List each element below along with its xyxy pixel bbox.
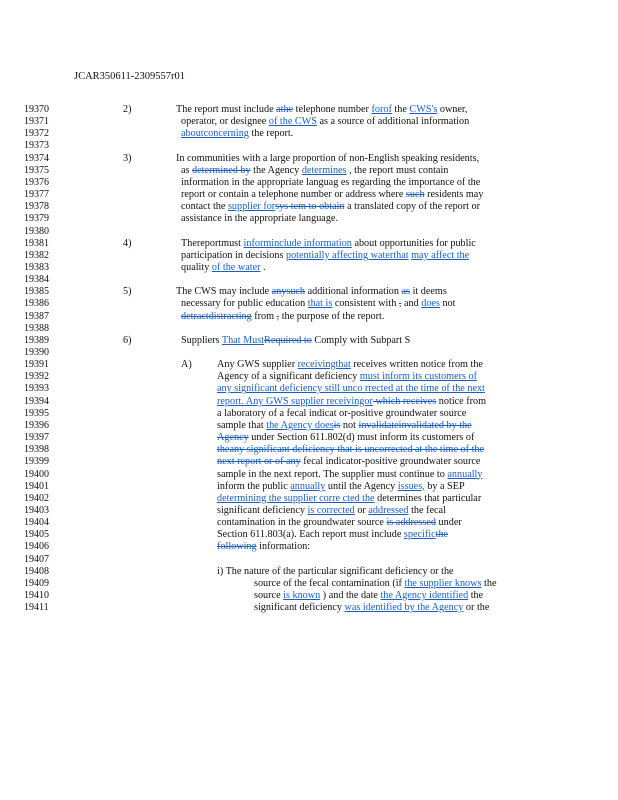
- inserted-text: of the CWS: [268, 116, 317, 128]
- line-number: 19404: [24, 517, 49, 529]
- line-text: [181, 298, 455, 310]
- text-run: contamination in the groundwater source: [217, 517, 387, 529]
- text-run: significant deficiency: [254, 602, 345, 614]
- deleted-text: ,: [398, 298, 402, 310]
- document-id: JCAR350611-2309557r01: [74, 71, 186, 82]
- line-number: 19392: [24, 371, 49, 383]
- inserted-text: aboutconcerning: [181, 128, 249, 140]
- document-line: [24, 250, 614, 262]
- text-run: not: [340, 419, 359, 431]
- document-line: [24, 286, 614, 298]
- line-text: [217, 444, 484, 456]
- text-run: and: [401, 298, 422, 310]
- text-run: from: [251, 310, 277, 322]
- line-number: 19391: [24, 359, 49, 371]
- text-run: the: [481, 577, 497, 589]
- line-number: 19400: [24, 468, 49, 480]
- inserted-text: addressed: [368, 504, 409, 516]
- document-line: [24, 165, 614, 177]
- text-run: as a source of additional information: [316, 116, 470, 128]
- line-text: [217, 541, 310, 553]
- text-run: not: [439, 298, 456, 310]
- text-run: significant deficiency: [217, 504, 308, 516]
- text-run: notice from: [436, 395, 487, 407]
- inserted-text: must inform its customers of: [359, 371, 478, 383]
- deleted-text: anysuch: [271, 286, 306, 298]
- text-run: Section 611.803(a). Each report must include: [217, 529, 404, 541]
- text-run: the: [468, 590, 484, 601]
- inserted-text: that is: [307, 298, 333, 310]
- inserted-text: the supplier knows: [404, 577, 482, 589]
- line-text: [181, 213, 338, 225]
- line-number: 19382: [24, 249, 49, 261]
- line-text: [181, 189, 483, 201]
- inserted-text: receivingthat: [297, 359, 351, 371]
- line-number: 19406: [24, 541, 49, 553]
- text-run: quality: [181, 261, 212, 273]
- text-run: inform the public: [217, 480, 291, 492]
- text-run: by a SEP: [424, 480, 465, 492]
- text-run: until the Agency: [325, 480, 398, 492]
- document-line: [24, 541, 614, 553]
- inserted-text: forof: [371, 104, 392, 115]
- text-run: or: [354, 504, 369, 516]
- text-run: source: [254, 590, 284, 601]
- document-line: [24, 323, 614, 335]
- inserted-text: of the water: [211, 261, 261, 273]
- text-run: the purpose of the report.: [279, 310, 385, 322]
- document-line: [24, 432, 614, 444]
- text-run: consistent with: [332, 298, 399, 310]
- line-text: [176, 286, 447, 298]
- text-run: Suppliers: [181, 334, 222, 346]
- inserted-text: potentially affecting waterthat: [285, 249, 409, 261]
- line-text: [181, 262, 266, 274]
- line-number: 19407: [24, 553, 49, 565]
- line-text: [181, 128, 293, 140]
- deleted-text: detractdistracting: [181, 310, 252, 322]
- deleted-text: invalidateinvalidated by the: [358, 419, 472, 431]
- document-line: [24, 469, 614, 481]
- text-run: the: [391, 104, 410, 115]
- text-run: ) and the date: [320, 590, 381, 601]
- text-run: the report.: [248, 128, 294, 140]
- inserted-text: is corrected: [307, 504, 355, 516]
- deleted-text: is: [333, 419, 341, 431]
- text-run: , the report must contain: [346, 164, 449, 176]
- line-number: 19390: [24, 347, 49, 358]
- item-marker: 6): [123, 334, 132, 346]
- deleted-text: determined by: [192, 164, 251, 176]
- inserted-text: specific: [403, 529, 436, 541]
- deleted-text: following: [217, 541, 257, 553]
- text-run: under: [435, 517, 462, 529]
- line-number: 19397: [24, 432, 49, 444]
- line-number: 19378: [24, 201, 49, 213]
- line-number: 19384: [24, 274, 49, 286]
- line-number: 19375: [24, 164, 49, 176]
- line-number: 19399: [24, 456, 49, 468]
- line-number: 19396: [24, 419, 49, 431]
- line-text: [176, 153, 479, 165]
- line-number: 19380: [24, 225, 49, 237]
- line-number: 19379: [24, 213, 49, 225]
- line-number: 19388: [24, 322, 49, 334]
- line-text: [254, 602, 489, 614]
- line-number: 19381: [24, 237, 49, 249]
- inserted-text: issues,: [397, 480, 425, 492]
- line-text: [217, 456, 480, 468]
- text-run: the Agency: [250, 164, 302, 176]
- item-marker: 3): [123, 152, 132, 164]
- text-run: Any GWS supplier: [217, 359, 298, 371]
- text-run: report or contain a telephone number or address where: [181, 189, 406, 201]
- document-line: [24, 140, 614, 152]
- text-run: necessary for public education: [181, 298, 308, 310]
- text-run: a translated copy of the report or: [344, 201, 481, 213]
- document-line: [24, 347, 614, 359]
- deleted-text: sys tem to obtain: [275, 201, 345, 213]
- text-run: Thereportmust: [181, 237, 244, 249]
- line-text: [217, 505, 446, 517]
- text-run: Agency of a significant deficiency: [217, 371, 360, 383]
- inserted-text: report. Any GWS supplier receivingor: [217, 395, 373, 407]
- document-line: [24, 383, 614, 395]
- deleted-text: Required to: [264, 334, 312, 346]
- text-run: source of the fecal contamination (if: [254, 577, 405, 589]
- inserted-text: may affect the: [411, 249, 470, 261]
- document-line: [24, 517, 614, 529]
- deleted-text: is addressed: [386, 517, 436, 529]
- document-line: [24, 493, 614, 505]
- line-number: 19374: [24, 152, 49, 164]
- deleted-text: Agency: [217, 432, 249, 444]
- deleted-text: ,: [276, 310, 280, 322]
- line-text: [217, 529, 448, 541]
- document-line: [24, 104, 614, 116]
- document-line: [24, 408, 614, 420]
- deleted-text: which receives: [372, 395, 437, 407]
- text-run: written notice from the: [386, 359, 483, 371]
- line-number: 19393: [24, 383, 49, 395]
- text-run: sample that: [217, 419, 267, 431]
- text-run: owner,: [437, 104, 468, 115]
- line-text: [217, 420, 472, 432]
- inserted-text: the Agency identified: [380, 590, 469, 601]
- inserted-text: That Must: [221, 334, 265, 346]
- document-line: [24, 189, 614, 201]
- text-run: Comply with Subpart S: [311, 334, 411, 346]
- text-run: residents may: [424, 189, 484, 201]
- text-run: sample in the next report. The supplier must continue to: [217, 468, 448, 480]
- line-number: 19411: [24, 602, 49, 614]
- document-line: [24, 359, 614, 371]
- line-text: [217, 481, 465, 493]
- document-line: [24, 213, 614, 225]
- text-run: or the: [463, 602, 490, 614]
- line-number: 19394: [24, 395, 49, 407]
- line-number: 19395: [24, 407, 49, 419]
- inserted-text: does: [421, 298, 440, 310]
- text-run: receives: [350, 359, 387, 371]
- document-line: [24, 238, 614, 250]
- deleted-text: next report or of any: [217, 456, 301, 468]
- deleted-text: athe: [276, 104, 294, 115]
- text-run: In communities with a large proportion of non-English speaking residents,: [176, 152, 480, 164]
- inserted-text: informinclude information: [243, 237, 352, 249]
- item-marker: 5): [123, 286, 132, 298]
- line-text: [217, 566, 454, 578]
- document-line: [24, 298, 614, 310]
- document-line: [24, 153, 614, 165]
- text-run: The CWS may include: [176, 286, 272, 298]
- line-number: 19402: [24, 492, 49, 504]
- inserted-text: determining the supplier corre cted the: [217, 492, 375, 504]
- line-text: [254, 578, 496, 590]
- line-text: [217, 359, 483, 371]
- document-line: [24, 371, 614, 383]
- text-run: a laboratory of a fecal indicat or-positive groundwater source: [217, 407, 467, 419]
- line-number: 19370: [24, 104, 49, 115]
- text-run: .: [260, 261, 266, 273]
- line-number: 19409: [24, 577, 49, 589]
- line-number: 19377: [24, 189, 49, 201]
- text-run: fecal indicator-positive groundwater source: [300, 456, 481, 468]
- item-marker: 2): [123, 104, 132, 115]
- inserted-text: supplier for: [227, 201, 276, 213]
- inserted-text: annually: [447, 468, 483, 480]
- line-number: 19371: [24, 116, 49, 128]
- line-number: 19383: [24, 261, 49, 273]
- line-number: 19403: [24, 504, 49, 516]
- text-run: additional information: [305, 286, 402, 298]
- line-number: 19401: [24, 480, 49, 492]
- inserted-text: annually: [290, 480, 326, 492]
- document-line: [24, 456, 614, 468]
- document-line: [24, 578, 614, 590]
- document-line: [24, 177, 614, 189]
- text-run: participation in decisions: [181, 249, 286, 261]
- document-line: [24, 481, 614, 493]
- line-text: [181, 177, 480, 189]
- line-text: [181, 201, 480, 213]
- line-text: [217, 371, 477, 383]
- line-text: [181, 238, 476, 250]
- line-text: [254, 590, 483, 602]
- text-run: information in the appropriate languag es regarding the importance of the: [181, 176, 481, 188]
- text-run: as: [181, 164, 193, 176]
- document-line: [24, 505, 614, 517]
- line-text: [217, 396, 486, 408]
- document-line: [24, 335, 614, 347]
- document-line: [24, 602, 614, 614]
- text-run: information:: [256, 541, 311, 553]
- document-line: [24, 226, 614, 238]
- line-number: 19405: [24, 529, 49, 541]
- line-number: 19386: [24, 298, 49, 310]
- text-run: determines that particular: [374, 492, 482, 504]
- document-line: [24, 444, 614, 456]
- inserted-text: any significant deficiency still unco rrected at the time of the next: [217, 383, 485, 395]
- text-run: the fecal: [408, 504, 446, 516]
- line-number: 19376: [24, 176, 49, 188]
- line-text: [217, 517, 462, 529]
- line-number: 19373: [24, 140, 49, 152]
- line-text: [181, 250, 469, 262]
- deleted-text: the: [435, 529, 449, 541]
- line-text: [181, 116, 469, 128]
- line-number: 19372: [24, 128, 49, 140]
- text-run: contact the: [181, 201, 228, 213]
- document-line: [24, 566, 614, 578]
- inserted-text: the Agency does: [266, 419, 334, 431]
- line-text: [176, 104, 467, 116]
- line-number: 19385: [24, 286, 49, 298]
- text-run: operator, or designee: [181, 116, 269, 128]
- line-number: 19398: [24, 444, 49, 456]
- document-line: [24, 116, 614, 128]
- text-run: assistance in the appropriate language.: [181, 213, 338, 225]
- document-line: [24, 128, 614, 140]
- text-run: under Section 611.802(d) must inform its customers of: [248, 432, 475, 444]
- line-text: [181, 335, 410, 347]
- deleted-text: such: [405, 189, 425, 201]
- line-text: [181, 311, 384, 323]
- document-line: [24, 201, 614, 213]
- document-line: [24, 554, 614, 566]
- document-line: [24, 396, 614, 408]
- item-marker: 4): [123, 237, 132, 249]
- item-marker: A): [181, 359, 192, 371]
- deleted-text: as: [401, 286, 411, 298]
- line-text: [217, 493, 481, 505]
- line-text: [217, 408, 466, 420]
- document-line: [24, 311, 614, 323]
- document-line: [24, 262, 614, 274]
- line-text: [217, 469, 483, 481]
- inserted-text: is known: [283, 590, 321, 601]
- inserted-text: CWS's: [409, 104, 438, 115]
- line-number: 19410: [24, 590, 49, 601]
- text-run: The report must include: [176, 104, 277, 115]
- deleted-text: theany significant deficiency that is uncorrected at the time of the: [217, 444, 485, 456]
- document-line: [24, 529, 614, 541]
- inserted-text: determines: [301, 164, 347, 176]
- document-line: [24, 274, 614, 286]
- text-run: about opportunities for public: [351, 237, 476, 249]
- inserted-text: was identified by the Agency: [344, 602, 464, 614]
- line-text: [181, 165, 448, 177]
- text-run: i) The nature of the particular significant deficiency or the: [217, 565, 454, 577]
- line-number: 19387: [24, 310, 49, 322]
- document-line: [24, 420, 614, 432]
- line-text: [217, 383, 485, 395]
- line-number: 19408: [24, 565, 49, 577]
- line-number: 19389: [24, 334, 49, 346]
- document-line: [24, 590, 614, 602]
- text-run: telephone number: [293, 104, 372, 115]
- text-run: it deems: [410, 286, 447, 298]
- line-text: [217, 432, 474, 444]
